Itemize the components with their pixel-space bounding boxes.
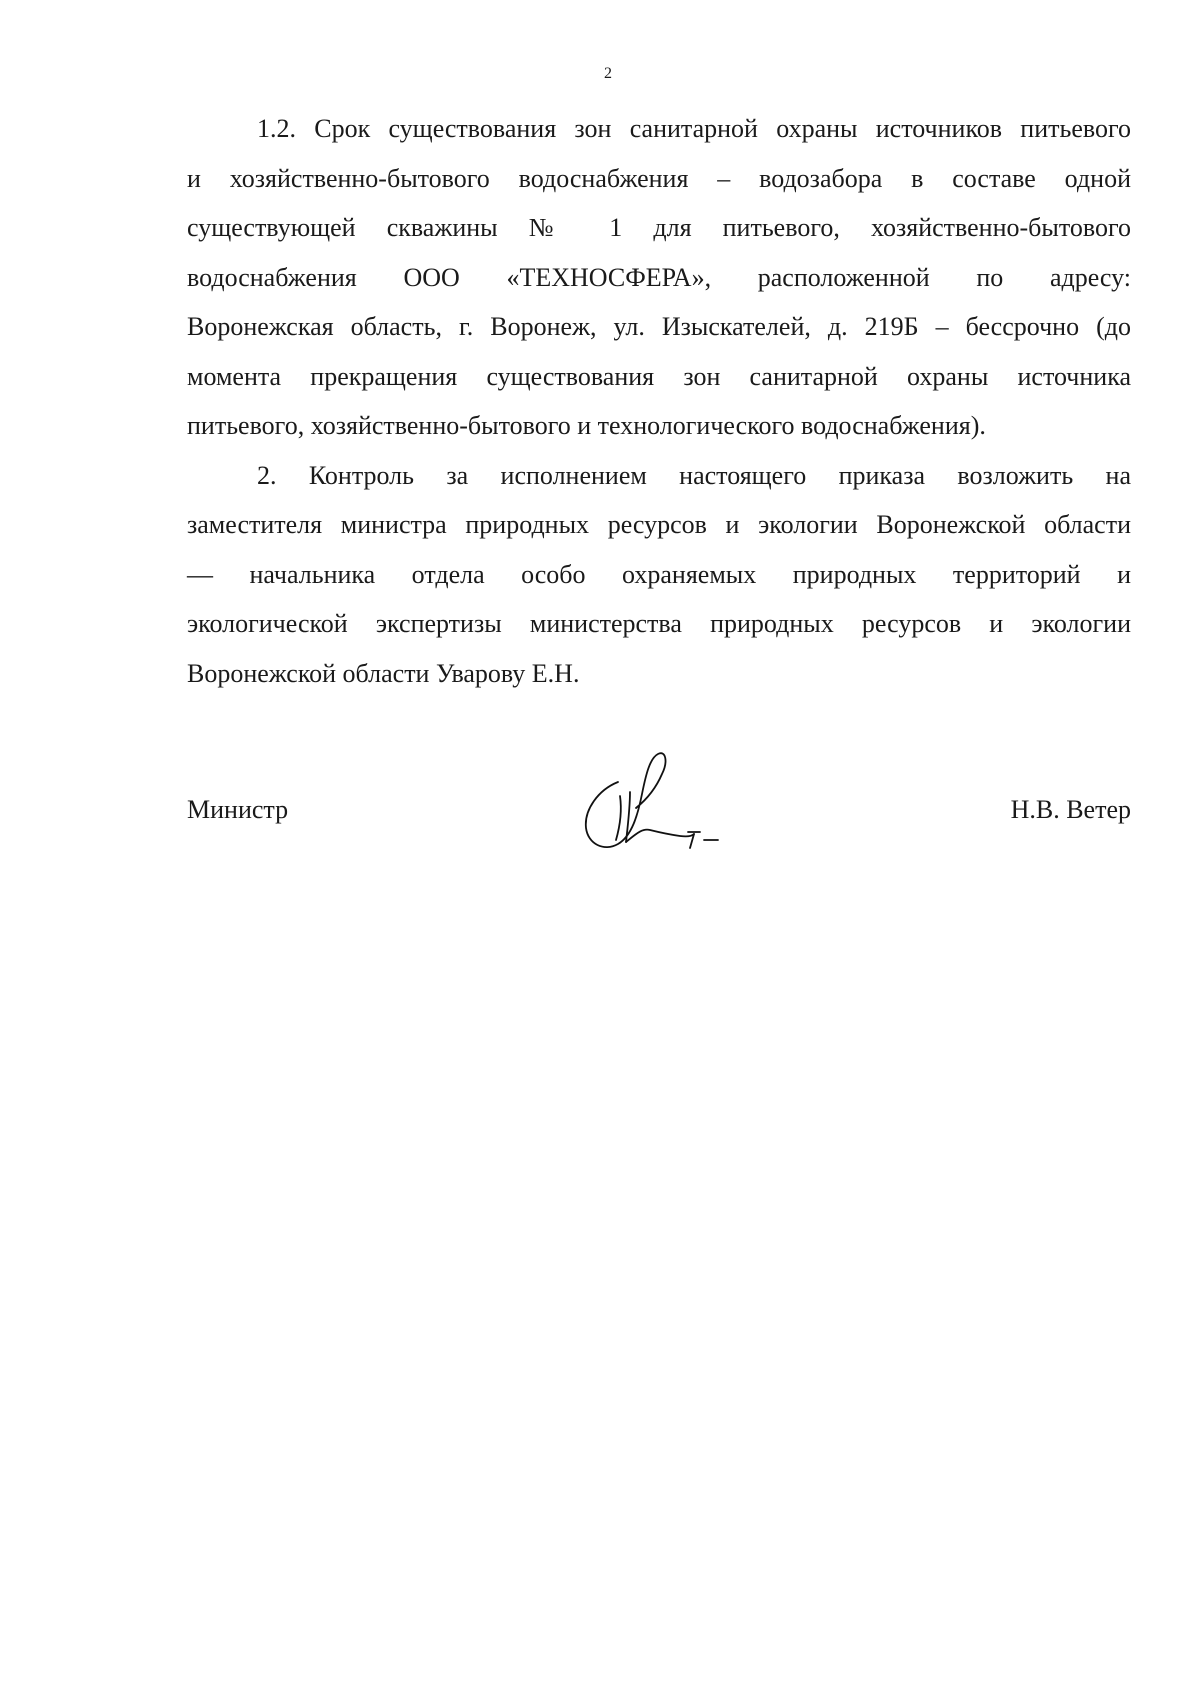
text-line: заместителя министра природных ресурсов и экологии Воронежской области <box>187 510 1131 539</box>
text-line: Воронежская область, г. Воронеж, ул. Изыскателей, д. 219Б – бессрочно (до <box>187 312 1131 341</box>
text-line: экологической экспертизы министерства природных ресурсов и экологии <box>187 609 1131 638</box>
text-line: существующей скважины № 1 для питьевого, хозяйственно-бытового <box>187 213 1131 242</box>
text-line: Воронежской области Уварову Е.Н. <box>187 658 580 688</box>
text-line: питьевого, хозяйственно-бытового и технологического водоснабжения). <box>187 411 986 440</box>
paragraph-1-2 <box>187 104 1131 451</box>
text-line: и хозяйственно-бытового водоснабжения – водозабора в составе одной <box>187 163 1131 193</box>
signer-position: Министр <box>187 795 289 824</box>
handwritten-signature <box>580 748 730 858</box>
text-line: водоснабжения ООО «ТЕХНОСФЕРА», расположенной по адресу: <box>187 262 1131 292</box>
paragraph-2 <box>187 451 1131 699</box>
signer-name: Н.В. Ветер <box>1010 795 1131 824</box>
page-number: 2 <box>604 65 612 82</box>
text-line: — начальника отдела особо охраняемых природных территорий и <box>187 559 1131 589</box>
text-line: 2. Контроль за исполнением настоящего приказа возложить на <box>257 460 1131 490</box>
text-line: 1.2. Срок существования зон санитарной охраны источников питьевого <box>257 114 1131 143</box>
text-line: момента прекращения существования зон санитарной охраны источника <box>187 361 1131 391</box>
document-body <box>187 104 1131 698</box>
